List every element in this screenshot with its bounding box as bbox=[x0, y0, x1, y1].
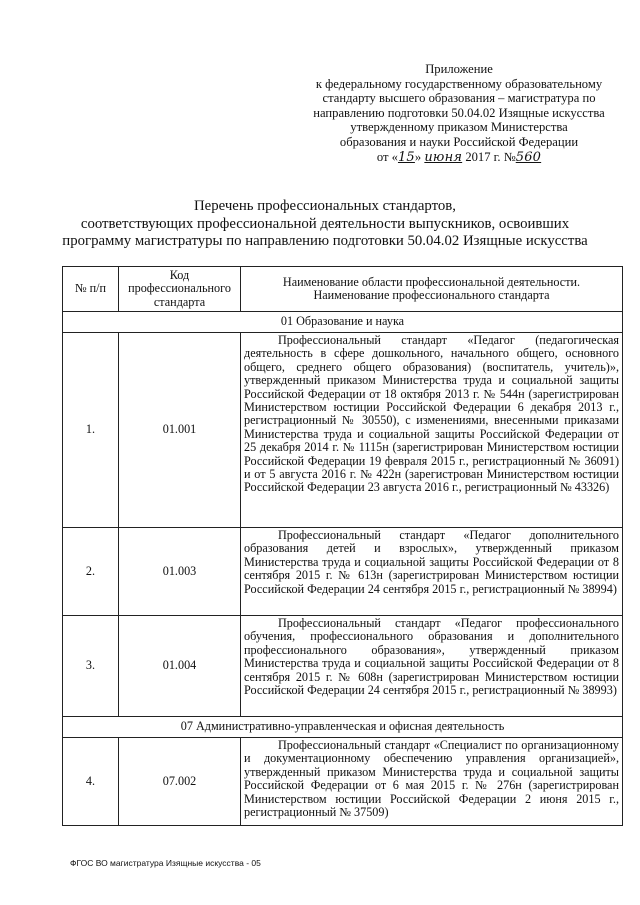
title-line: соответствующих профессиональной деятельности выпускников, освоивших bbox=[80, 215, 570, 232]
page-title bbox=[20, 198, 630, 251]
table-row bbox=[63, 616, 623, 717]
standards-table bbox=[62, 266, 623, 826]
table-row bbox=[63, 738, 623, 826]
header-code: Код профессионального стандарта bbox=[119, 267, 241, 312]
section-row bbox=[63, 717, 623, 738]
section-row bbox=[63, 312, 623, 333]
row-num: 4. bbox=[63, 738, 119, 826]
appendix-block bbox=[296, 62, 622, 165]
header-num: № п/п bbox=[63, 267, 119, 312]
appendix-line: образования и науки Российской Федерации bbox=[339, 134, 579, 149]
row-description: Профессиональный стандарт «Педагог дополнительного образования детей и взрослых», утвержденный приказом Министерства труда и социальной защиты Российской Федерации от 8 сентября 2015 г. № 613н (зарегистрирован Министерством юстиции Российской Федерации 24 сентября 2015 г., регистрационный № 38994) bbox=[241, 528, 623, 616]
table-header-row bbox=[63, 267, 623, 312]
title-line: программу магистратуры по направлению подготовки 50.04.02 Изящные искусства bbox=[62, 233, 588, 249]
appendix-line: к федеральному государственному образовательному bbox=[315, 76, 603, 91]
date-month-handwritten: июня bbox=[424, 149, 463, 165]
row-code: 07.002 bbox=[119, 738, 241, 826]
row-code: 01.003 bbox=[119, 528, 241, 616]
appendix-line: направлению подготовки 50.04.02 Изящные искусства bbox=[313, 105, 605, 120]
section-title: 07 Административно-управленческая и офисная деятельность bbox=[63, 717, 623, 738]
order-date-line bbox=[296, 150, 622, 166]
row-description: Профессиональный стандарт «Педагог профессионального обучения, профессионального образования и дополнительного профессионального образования», утвержденный приказом Министерства труда и социальной защиты Российской Федерации от 8 сентября 2015 г. № 608н (зарегистрирован Министерством юстиции Российской Федерации 24 сентября 2015 г., регистрационный № 38993) bbox=[241, 616, 623, 717]
appendix-line: утвержденному приказом Министерства bbox=[350, 120, 568, 135]
row-num: 3. bbox=[63, 616, 119, 717]
date-mid: » bbox=[414, 149, 422, 164]
appendix-title: Приложение bbox=[425, 62, 493, 76]
row-num: 1. bbox=[63, 333, 119, 528]
row-num: 2. bbox=[63, 528, 119, 616]
header-name: Наименование области профессиональной деятельности. Наименование профессионального стандарта bbox=[241, 267, 623, 312]
title-line: Перечень профессиональных стандартов, bbox=[194, 198, 456, 214]
order-number-handwritten: 560 bbox=[515, 149, 542, 165]
page-footer: ФГОС ВО магистратура Изящные искусства - 05 bbox=[70, 858, 261, 868]
appendix-line: стандарту высшего образования – магистратура по bbox=[322, 91, 596, 106]
row-code: 01.004 bbox=[119, 616, 241, 717]
row-code: 01.001 bbox=[119, 333, 241, 528]
date-year: 2017 г. № bbox=[465, 149, 516, 164]
section-title: 01 Образование и наука bbox=[63, 312, 623, 333]
table-row bbox=[63, 528, 623, 616]
row-description: Профессиональный стандарт «Специалист по организационному и документационному обеспечению управления организацией», утвержденный приказом Министерства труда и социальной защиты Российской Федерации от 6 мая 2015 г. № 276н (зарегистрирован Министерством юстиции Российской Федерации 2 июня 2015 г., регистрационный № 37509) bbox=[241, 738, 623, 826]
table-row bbox=[63, 333, 623, 528]
date-prefix: от « bbox=[376, 149, 398, 164]
date-day-handwritten: 15 bbox=[397, 149, 415, 165]
row-description: Профессиональный стандарт «Педагог (педагогическая деятельность в сфере дошкольного, начального общего, основного общего, среднего общего образования) (воспитатель, учитель)», утвержденный приказом Министерства труда и социальной защиты Российской Федерации от 18 октября 2013 г. № 544н (зарегистрирован Министерством юстиции Российской Федерации 6 декабря 2013 г., регистрационный № 30550), с изменениями, внесенными приказами Министерства труда и социальной защиты Российской Федерации от 25 декабря 2014 г. № 1115н (зарегистрирован Министерством юстиции Российской Федерации 19 февраля 2015 г., регистрационный № 36091) и от 5 августа 2016 г. № 422н (зарегистрован Министерством юстиции Российской Федерации 23 августа 2016 г., регистрационный № 43326) bbox=[241, 333, 623, 528]
